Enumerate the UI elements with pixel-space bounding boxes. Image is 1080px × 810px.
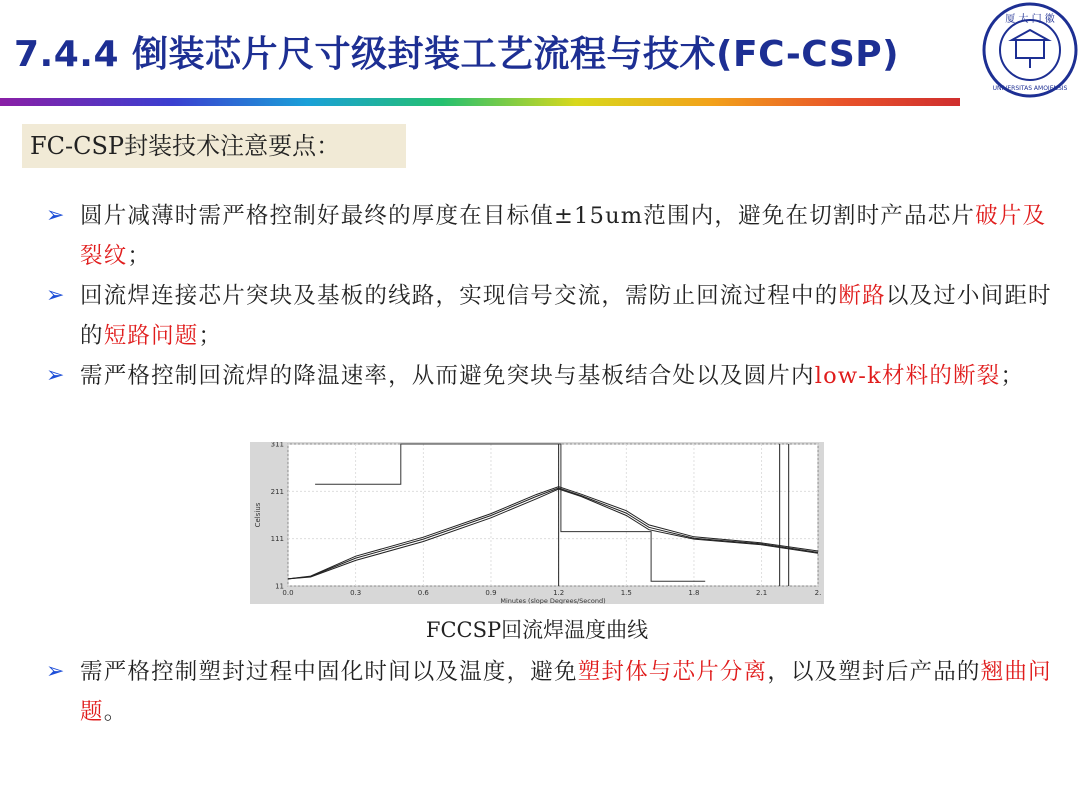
x-tick-label: 0.0 — [282, 589, 294, 597]
reflow-temperature-chart — [250, 442, 824, 604]
y-tick-label: 111 — [270, 535, 284, 544]
university-logo — [982, 2, 1078, 98]
title-divider — [0, 98, 960, 106]
bullet-highlight: 短路问题 — [103, 323, 199, 349]
y-axis-label: Celsius — [254, 502, 262, 528]
page-title: 7.4.4 倒装芯片尺寸级封装工艺流程与技术(FC-CSP) — [14, 34, 900, 75]
bullet-list-2 — [46, 652, 1056, 732]
bullet-item — [46, 652, 1056, 732]
chart-caption: FCCSP回流焊温度曲线 — [425, 618, 649, 642]
bullet-item — [46, 196, 1056, 276]
bullet-text: 需严格控制回流焊的降温速率，从而避免突块与基板结合处以及圆片内 — [80, 363, 815, 389]
bullet-arrow-icon: ➢ — [46, 283, 66, 308]
bullet-text: 回流焊连接芯片突块及基板的线路，实现信号交流，需防止回流过程中的 — [80, 283, 839, 309]
bullet-highlight: 塑封体与芯片分离 — [577, 659, 768, 685]
bullet-highlight: low-k材料的断裂 — [814, 363, 1001, 389]
bullet-arrow-icon: ➢ — [46, 363, 66, 388]
bullet-text: ； — [1000, 363, 1025, 389]
x-tick-label: 1.2 — [553, 589, 565, 597]
bullet-text: 。 — [103, 699, 128, 725]
svg-text:UNIVERSITAS AMOIENSIS: UNIVERSITAS AMOIENSIS — [992, 85, 1068, 92]
x-tick-label: 1.5 — [620, 589, 632, 597]
bullet-arrow-icon: ➢ — [46, 203, 66, 228]
y-tick-label: 11 — [275, 582, 284, 591]
bullet-text: 需严格控制塑封过程中固化时间以及温度，避免 — [80, 659, 578, 685]
bullet-highlight: 断路 — [838, 283, 886, 309]
section-subtitle: FC-CSP封装技术注意要点： — [22, 124, 406, 168]
bullet-text: 以及过小间距时的 — [80, 283, 1052, 349]
x-tick-label: 0.6 — [417, 589, 429, 597]
bullet-item — [46, 356, 1056, 396]
x-tick-label: 0.9 — [485, 589, 497, 597]
bullet-text: ； — [198, 323, 223, 349]
plot-area — [288, 444, 818, 586]
bullet-list — [46, 196, 1056, 396]
bullet-arrow-icon: ➢ — [46, 659, 66, 684]
x-axis-label: Minutes (slope Degrees/Second) — [500, 597, 606, 604]
y-tick-label: 311 — [270, 442, 284, 449]
y-tick-label: 211 — [270, 487, 284, 496]
svg-text:厦 大 门 徽: 厦 大 门 徽 — [1005, 14, 1055, 25]
x-tick-label: 2. — [814, 589, 822, 597]
bullet-text: ； — [127, 243, 152, 269]
bullet-highlight: 翘曲问题 — [80, 659, 1052, 725]
bullet-item — [46, 276, 1056, 356]
x-tick-label: 2.1 — [756, 589, 768, 597]
bullet-text: 圆片减薄时需严格控制好最终的厚度在目标值±15um范围内，避免在切割时产品芯片 — [80, 203, 976, 229]
bullet-highlight: 破片及裂纹 — [80, 203, 1047, 269]
x-tick-label: 1.8 — [688, 589, 700, 597]
bullet-text: ，以及塑封后产品的 — [767, 659, 981, 685]
x-tick-label: 0.3 — [350, 589, 362, 597]
